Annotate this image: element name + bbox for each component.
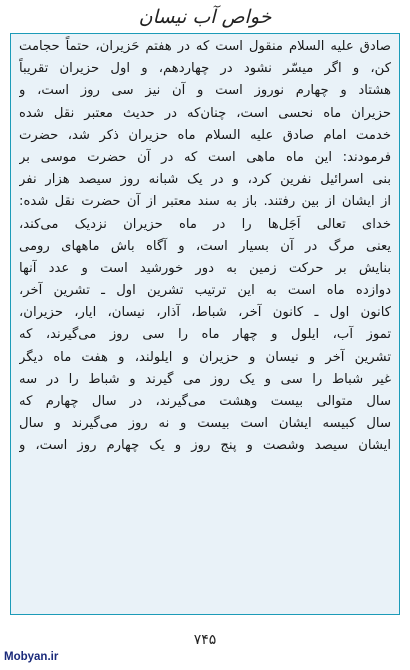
body-line: از ایشان از بین رفتند. باز به سند معتبر از آن حضرت نقل شده:	[19, 194, 391, 210]
body-line: یعنی مرگ در آن بسیار است، و آگاه باش ماههای رومی	[19, 238, 391, 254]
body-line: هشتاد و چهارم نوروز است و آن نیز سی روز است، و	[19, 83, 391, 99]
body-text	[19, 36, 391, 458]
page-header-title: خواص آب نیسان	[138, 6, 272, 28]
body-line: ایشان سیصد وشصت و پنج روز و یک چهارم روز است، و	[19, 438, 391, 454]
body-line: کن، و اگر میسّر نشود در چهاردهم، و اول حزیران تقریباً	[19, 61, 391, 77]
body-line: غیر شباط را سی و یک روز می گیرند و شباط را در سه	[19, 371, 391, 387]
body-line: کانون اول ـ کانون آخر، شباط، آذار، نیسان، ایار، حزیران،	[19, 305, 391, 321]
body-line: تشرین آخر و نیسان و حزیران و ایلولند، و هفت ماه دیگر	[19, 349, 391, 365]
site-watermark: Mobyan.ir	[4, 651, 59, 663]
page-number: ۷۴۵	[193, 632, 217, 648]
body-line: صادق علیه السلام منقول است که در هفتم حَزیران، حتماً حجامت	[19, 39, 391, 54]
text-frame	[10, 33, 400, 615]
body-line: سال کبیسه ایشان است بیست و نه روز می‌گیرند و سال	[19, 416, 391, 432]
body-line: بنی اسرائیل نفرین کرد، و در یک شبانه روز سیصد هزار نفر	[19, 172, 391, 188]
body-line: سال متوالی بیست وهشت می‌گیرند، در سال چهارم که	[19, 394, 391, 409]
body-line: خدمت امام صادق علیه السلام ماه حزیران ذکر شد، حضرت	[19, 127, 391, 143]
body-line: دوازده ماه است به این ترتیب تشرین اول ـ تشرین آخر،	[19, 283, 391, 299]
body-line: بنایش بر حرکت زمین به دور خورشید است و عدد آنها	[19, 260, 391, 276]
body-line: خدای تعالی اَجَل‌ها را در ماه حزیران نزدیک می‌کند،	[19, 216, 391, 232]
body-line: حزیران ماه نحسی است، چنان‌که در حدیث معتبر نقل شده	[19, 105, 391, 121]
body-line: تموز آب، ایلول و چهار ماه را سی روز می‌گیرند، که	[19, 327, 391, 343]
body-line: فرمودند: این ماه ماهی است که در آن حضرت موسی بر	[19, 149, 391, 165]
